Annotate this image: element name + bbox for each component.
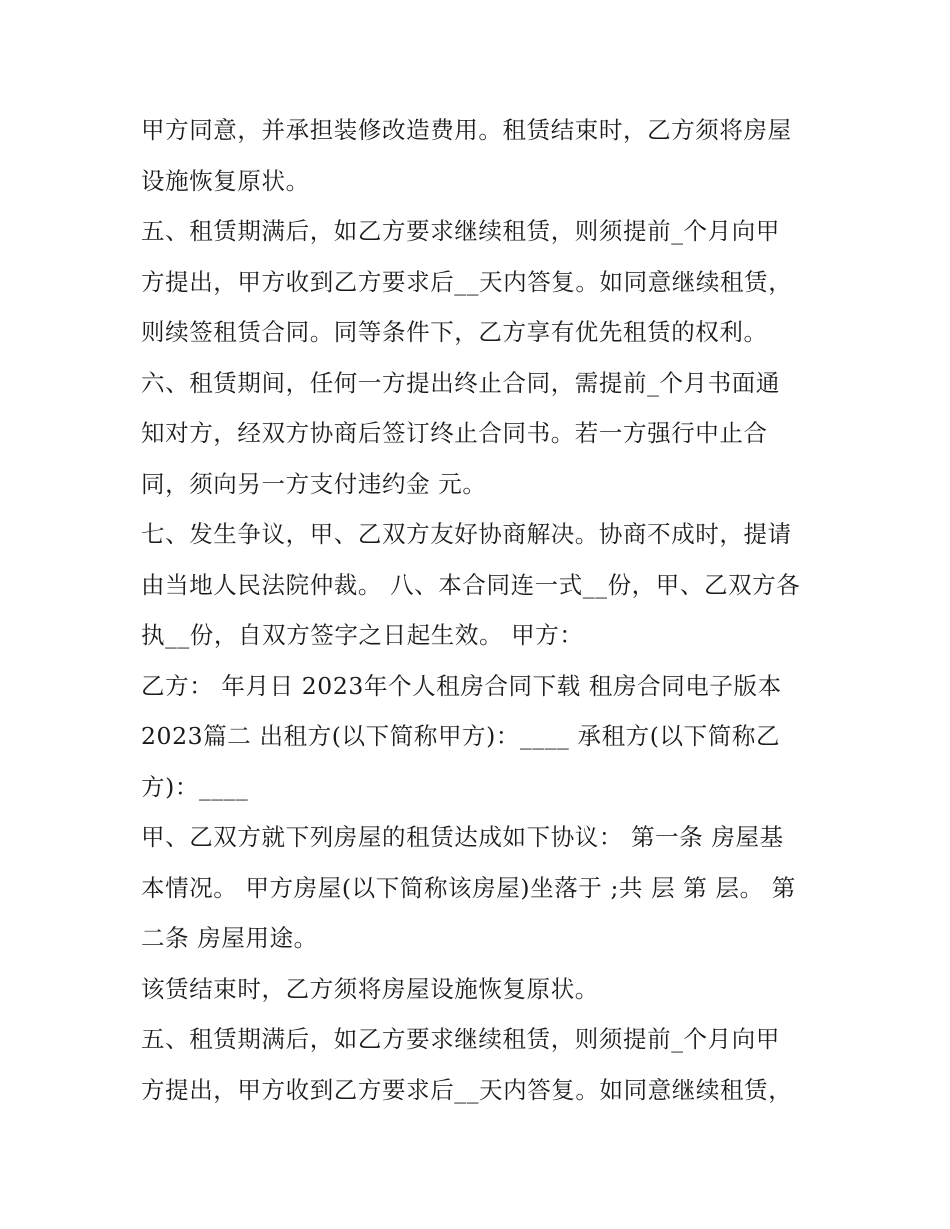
text-line-10: 由当地人民法院仲裁。 八、本合同连一式__份，甲、乙双方各 [141, 570, 801, 599]
text-line-6: 六、租赁期间，任何一方提出终止合同，需提前_个月书面通 [141, 368, 780, 397]
text-line-14: 方)：____ [141, 772, 249, 801]
text-line-5: 则续签租赁合同。同等条件下，乙方享有优先租赁的权利。 [141, 318, 768, 346]
text-line-11: 执__份，自双方签字之日起生效。 甲方： [141, 621, 584, 649]
text-line-7: 知对方，经双方协商后签订终止合同书。若一方强行中止合 [141, 419, 768, 447]
text-line-9: 七、发生争议，甲、乙双方友好协商解决。协商不成时，提请 [141, 520, 792, 548]
text-line-19: 五、租赁期满后，如乙方要求继续租赁，则须提前_个月向甲 [141, 1025, 780, 1053]
text-line-15: 甲、乙双方就下列房屋的租赁达成如下协议： 第一条 房屋基 [141, 823, 784, 851]
text-line-13: 2023篇二 出租方(以下简称甲方)：____ 承租方(以下简称乙 [141, 722, 781, 750]
text-line-17: 二条 房屋用途。 [141, 924, 318, 952]
document-body [141, 105, 831, 1115]
text-line-12: 乙方： 年月日 2023年个人租房合同下载 租房合同电子版本 [141, 671, 782, 700]
text-line-1: 甲方同意，并承担装修改造费用。租赁结束时，乙方须将房屋 [141, 116, 792, 144]
text-line-16: 本情况。 甲方房屋(以下简称该房屋)坐落于 ;共 层 第 层。 第 [141, 873, 796, 902]
text-line-2: 设施恢复原状。 [141, 166, 310, 195]
text-line-18: 该赁结束时，乙方须将房屋设施恢复原状。 [141, 974, 599, 1003]
text-line-3: 五、租赁期满后，如乙方要求继续租赁，则须提前_个月向甲 [141, 217, 780, 245]
text-line-8: 同，须向另一方支付违约金 元。 [141, 469, 487, 498]
text-line-4: 方提出，甲方收到乙方要求后__天内答复。如同意继续租赁， [141, 267, 793, 296]
text-line-20: 方提出，甲方收到乙方要求后__天内答复。如同意继续租赁， [141, 1075, 793, 1104]
